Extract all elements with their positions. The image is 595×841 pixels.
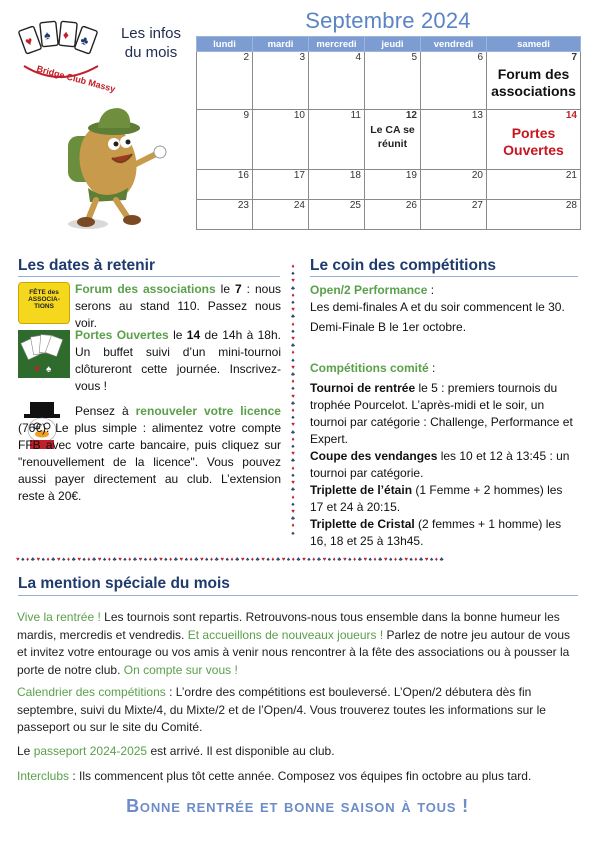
- svg-text:Bridge Club Massy: Bridge Club Massy: [35, 63, 117, 95]
- bridge-club-logo: [14, 16, 117, 95]
- calendar-day: 6: [421, 52, 487, 110]
- svg-text:♣: ♣: [78, 32, 91, 49]
- calendar-week-row: [197, 52, 581, 110]
- portes-ouvertes-item: Portes Ouvertes le 14 de 14h à 18h. Un buffet suivi d’un mini-tournoi clôtureront cette journée. Inscrivez-vous !: [75, 328, 281, 393]
- mention-paragraph-3: Le passeport 2024-2025 est arrivé. Il est disponible au club.: [17, 744, 335, 758]
- open2-block: Open/2 Performance : Les demi-finales A et du soir commencent le 30. Demi-Finale B le 1er octobre.: [310, 282, 578, 336]
- suit-separator-vertical: ♦ ♠ ♥ ♣ ♦ ♠ ♥ ♣ ♦ ♠ ♥ ♣ ♦ ♠ ♥ ♣ ♦ ♠ ♥ ♣ ♦ ♠ ♥ ♣ ♦ ♠ ♥ ♣ ♦ ♠ ♥ ♣ ♦ ♠ ♥ ♣ ♦ ♠: [291, 264, 295, 537]
- open2-p2: Demi-Finale B le 1er octobre.: [310, 320, 467, 334]
- infos-du-mois-title: [116, 24, 186, 62]
- svg-text:♠: ♠: [43, 27, 52, 43]
- calendar-day: 23: [197, 200, 253, 230]
- comite-block: Compétitions comité : Tournoi de rentrée le 5 : premiers tournois du trophée Pourcelot. L’après-midi et le soir, un tournoi par catégorie : Challenge, Performance et Expert. Coupe des vendanges les 10 et 12 à 13:45 : un tournoi par catégorie. Triplette de l’étain (1 Femme + 2 hommes) les 17 et 24 à 20:15. Triplette de Cristal (2 femmes + 1 homme) les 16, 18 et 25 à 13h45.: [310, 360, 578, 550]
- calendar-day: 25: [309, 200, 365, 230]
- calendar-week-row: [197, 170, 581, 200]
- calendar-day-event: 14 Portes Ouvertes: [487, 110, 581, 170]
- calendar-day: 26: [365, 200, 421, 230]
- competition-item: Triplette de l’étain (1 Femme + 2 hommes) les 17 et 24 à 20:15.: [310, 483, 563, 514]
- competition-item: Coupe des vendanges les 10 et 12 à 13:45 : un tournoi par catégorie.: [310, 449, 570, 480]
- svg-text:♥: ♥: [34, 364, 40, 375]
- calendar-day: 3: [253, 52, 309, 110]
- calendar-day: 2: [197, 52, 253, 110]
- dates-heading: Les dates à retenir: [18, 257, 155, 274]
- calendar-title: Septembre 2024: [305, 8, 471, 33]
- event-forum: Forum des associations: [491, 66, 576, 99]
- calendar-day: 24: [253, 200, 309, 230]
- fete-associations-icon: FÊTE des ASSOCIA-TIONS: [18, 282, 70, 324]
- suit-separator-horizontal: ♥ ♠ ♦ ♣ ♥ ♠ ♦ ♣ ♥ ♠ ♦ ♣ ♥ ♠ ♦ ♣ ♥ ♠ ♦ ♣ ♥ ♠ ♦ ♣ ♥ ♠ ♦ ♣ ♥ ♠ ♦ ♣ ♥ ♠ ♦ ♣ ♥ ♠ ♦ ♣ ♥ ♠ ♦ ♣ ♥ ♠ ♦ ♣ ♥ ♠ ♦ ♣ ♥ ♠ ♦ ♣ ♥ ♠ ♦ ♣ ♥ ♠ ♦ ♣ ♥ ♠ ♦ ♣ ♥ ♠ ♦ ♣ ♥ ♠ ♦ ♣ ♥ ♠ ♦ ♣ ♥ ♠ ♦ ♣: [16, 557, 444, 563]
- calendar-day: 19: [365, 170, 421, 200]
- calendar-day: 28: [487, 200, 581, 230]
- calendar-day: 17: [253, 170, 309, 200]
- mention-heading: La mention spéciale du mois: [18, 575, 230, 592]
- day-header-vendredi: vendredi: [421, 37, 487, 52]
- closing-message: Bonne rentrée et bonne saison à tous !: [126, 796, 469, 816]
- mention-heading-rule: [18, 595, 578, 596]
- day-header-samedi: samedi: [487, 37, 581, 52]
- day-header-lundi: lundi: [197, 37, 253, 52]
- open2-p1: Les demi-finales A et du soir commencent le 30.: [310, 300, 565, 314]
- calendar-day: 5: [365, 52, 421, 110]
- playing-cards-icon: [18, 330, 70, 378]
- competitions-heading: Le coin des compétitions: [310, 257, 497, 274]
- svg-text:♥: ♥: [23, 33, 35, 50]
- calendar-day: 10: [253, 110, 309, 170]
- event-portes-ouvertes: Portes Ouvertes: [503, 125, 564, 158]
- calendar-grid: [196, 36, 581, 230]
- competition-item: Tournoi de rentrée le 5 : premiers tournois du trophée Pourcelot. L’après-midi et le soir, un tournoi par catégorie : Challenge, Performance et Expert.: [310, 381, 573, 446]
- calendar-day-header: [197, 37, 581, 52]
- calendar-day: 27: [421, 200, 487, 230]
- dates-heading-rule: [18, 276, 280, 277]
- infos-line-2: du mois: [124, 44, 178, 61]
- comite-label: Compétitions comité: [310, 361, 429, 375]
- licence-item: Pensez à renouveler votre licence (76€). Le plus simple : alimentez votre compte FFB avec votre carte bancaire, puis cliquez sur "renouvellement de la licence". Vous pouvez aussi payer directement au club. L’extension reste à 20€.: [18, 404, 281, 503]
- competitions-heading-rule: [310, 276, 578, 277]
- event-ca: Le CA se réunit: [370, 124, 415, 151]
- svg-text:♠: ♠: [46, 364, 52, 375]
- mention-paragraph-1: Vive la rentrée ! Les tournois sont repartis. Retrouvons-nous tous ensemble dans la bonne humeur les mardis, mercredis et vendredis. Et accueillons de nouveaux joueurs ! Parlez de notre jeu autour de vous et invitez votre entourage ou vos amis à venir nous rencontrer à la fête des associations ou à pousser la porte de notre club. On compte sur vous !: [17, 610, 570, 677]
- day-header-mardi: mardi: [253, 37, 309, 52]
- infos-line-1: Les infos: [120, 25, 182, 42]
- renouveler-licence-link[interactable]: renouveler votre licence: [135, 404, 281, 418]
- mention-paragraph-2: Calendrier des compétitions : L’ordre des compétitions est bouleversé. L’Open/2 débutera dès fin septembre, suivi du Mixte/4, du Mixte/2 et de l’Open/4. Vous trouverez toutes les informations sur le passeport ou sur le site du Comité.: [17, 685, 546, 734]
- calendar-day: 18: [309, 170, 365, 200]
- competition-item: Triplette de Cristal (2 femmes + 1 homme) les 16, 18 et 25 à 13h45.: [310, 517, 562, 548]
- forum-item: Forum des associations le 7 : nous serons au stand 110. Passez nous voir.: [75, 282, 281, 330]
- forum-link[interactable]: Forum des associations: [75, 282, 216, 296]
- calendar-day-event: 12 Le CA se réunit: [365, 110, 421, 170]
- open2-label: Open/2 Performance: [310, 283, 428, 297]
- calendar-day: 11: [309, 110, 365, 170]
- day-header-mercredi: mercredi: [309, 37, 365, 52]
- calendar-week-row: [197, 110, 581, 170]
- calendar-day: 16: [197, 170, 253, 200]
- calendar-day: 4: [309, 52, 365, 110]
- portes-ouvertes-link[interactable]: Portes Ouvertes: [75, 328, 169, 342]
- calendar-week-row: [197, 200, 581, 230]
- calendar-day: 21: [487, 170, 581, 200]
- calendar-day: 9: [197, 110, 253, 170]
- calendar-day: 13: [421, 110, 487, 170]
- potato-hiker-mascot: [40, 92, 180, 232]
- mention-paragraph-4: Interclubs : Ils commencent plus tôt cette année. Composez vos équipes fin octobre au plus tard.: [17, 769, 532, 783]
- calendar-day: 20: [421, 170, 487, 200]
- day-header-jeudi: jeudi: [365, 37, 421, 52]
- svg-text:♦: ♦: [62, 27, 70, 43]
- calendar-day-event: 7 Forum des associations: [487, 52, 581, 110]
